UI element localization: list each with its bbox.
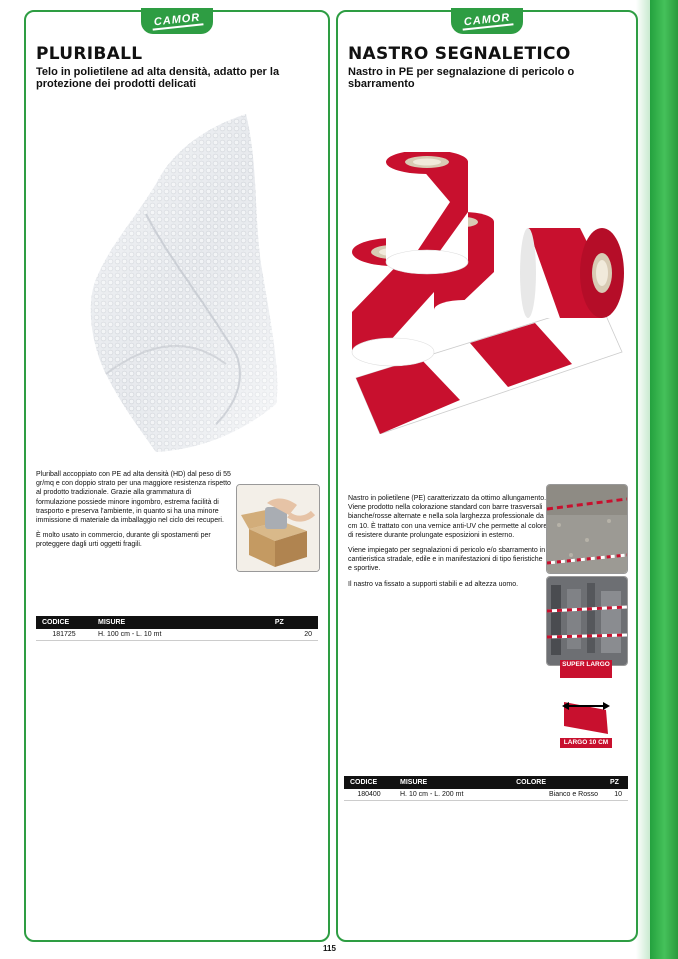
product-table [344,776,628,801]
column-header: CODICE [36,616,92,629]
column-header: PZ [604,776,628,789]
column-header: COLORE [510,776,604,789]
cell-code: 180400 [344,789,394,801]
cell-code: 181725 [36,629,92,641]
column-header: MISURE [394,776,510,789]
brand-tab [451,8,523,34]
description-paragraph: Il nastro va fissato a supporti stabili e ad altezza uomo. [348,580,519,588]
description-paragraph: Nastro in polietilene (PE) caratterizzato da ottimo allungamento. Viene prodotto nella colorazione standard con barre trasversali bianche/rosse alternate e nella sola larghezza professionale da cm 10. È trattato con una vernice anti-UV che permette al colore di resistere durante prolungate esposizioni in esterno. [348,495,548,539]
product-title: NASTRO SEGNALETICO [348,44,571,64]
brand-logo: CAMOR [461,12,513,30]
table-row [36,629,318,641]
column-header: CODICE [344,776,394,789]
cell-color: Bianco e Rosso [510,789,604,801]
product-title: PLURIBALL [36,44,143,64]
event-barrier-photo [546,576,628,666]
column-header: PZ [269,616,318,629]
super-largo-badge [560,660,612,678]
cell-pieces: 20 [269,629,318,641]
badge-label: LARGO 10 CM [563,739,609,746]
cell-size: H. 100 cm - L. 10 mt [92,629,269,641]
road-site-photo [546,484,628,574]
green-side-bar [648,0,678,959]
table-row [344,789,628,801]
warning-tape-image [350,152,626,434]
column-header: MISURE [92,616,269,629]
product-panel-nastro [336,10,638,942]
description-paragraph: Pluriball accoppiato con PE ad alta densità (HD) dal peso di 55 gr/mq e con doppio strato per una maggiore resistenza rispetto al prodotto tradizionale. Grazie alla grammatura di formulazione possiede minore ingombro, estrema facilità di trasporto e preserva l'ambiente, in quanto si ha una minore immissione di materiale da imballaggio nel ciclo dei recuperi. [36,471,231,525]
packing-photo [236,484,320,572]
product-table [36,616,318,641]
product-subtitle: Nastro in PE per segnalazione di pericolo o sbarramento [348,66,575,90]
badge-label: SUPER LARGO [562,661,610,668]
product-description [348,494,548,595]
table-header [344,776,628,789]
bubble-wrap-image [86,104,286,454]
description-paragraph: Viene impiegato per segnalazioni di pericolo e/o sbarramento in cantieristica stradale, edile e in manifestazioni di tipo fieristiche e sportive. [348,547,546,573]
largo-10-badge [560,738,612,748]
product-description [36,470,232,556]
brand-tab [141,8,213,34]
page-number: 115 [323,944,336,953]
cell-pieces: 10 [604,789,628,801]
cell-size: H. 10 cm - L. 200 mt [394,789,510,801]
table-header [36,616,318,629]
brand-logo: CAMOR [151,12,203,30]
width-arrow-icon [560,696,612,736]
product-panel-pluriball [24,10,330,942]
product-subtitle: Telo in polietilene ad alta densità, adatto per la protezione dei prodotti delicati [36,66,280,90]
description-paragraph: È molto usato in commercio, durante gli spostamenti per proteggere dagli urti oggetti fragili. [36,532,211,549]
